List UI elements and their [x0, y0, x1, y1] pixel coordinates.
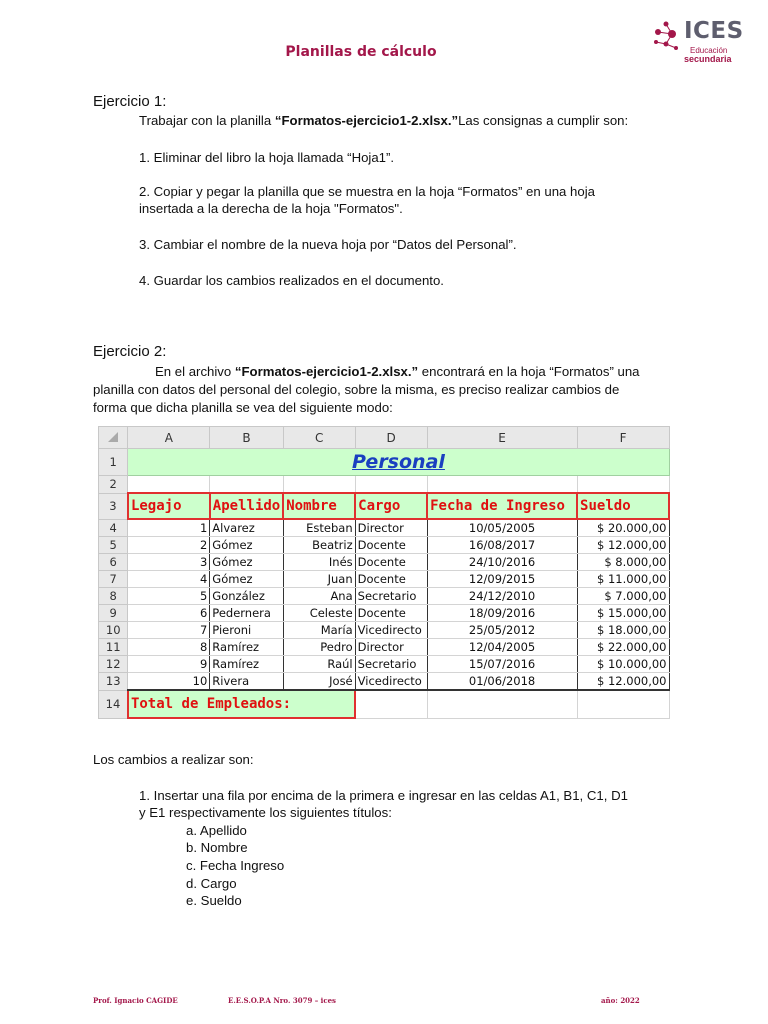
cell[interactable]: Raúl: [283, 656, 355, 673]
row-header[interactable]: 3: [99, 493, 128, 519]
row-header[interactable]: 8: [99, 588, 128, 605]
cell[interactable]: Alvarez: [210, 519, 283, 537]
cell[interactable]: 16/08/2017: [427, 537, 577, 554]
data-rows: [99, 519, 670, 690]
cell[interactable]: Pieroni: [210, 622, 283, 639]
cell[interactable]: $ 12.000,00: [577, 673, 669, 691]
cell[interactable]: 8: [128, 639, 210, 656]
cell[interactable]: González: [210, 588, 283, 605]
cell[interactable]: [427, 476, 577, 494]
table-row: [99, 656, 670, 673]
logo-subtitle-1: Educación: [690, 46, 728, 55]
table-row: [99, 673, 670, 691]
cell[interactable]: Ana: [283, 588, 355, 605]
column-header[interactable]: C: [283, 427, 355, 449]
cell[interactable]: Rivera: [210, 673, 283, 691]
row-header[interactable]: 5: [99, 537, 128, 554]
cell[interactable]: Docente: [355, 537, 427, 554]
cell[interactable]: Director: [355, 519, 427, 537]
logo-subtitle-2: secundaria: [684, 54, 732, 64]
exercise-2-title: Ejercicio 2:: [93, 343, 167, 360]
cell[interactable]: Secretario: [355, 588, 427, 605]
cell[interactable]: [355, 476, 427, 494]
row-header[interactable]: 12: [99, 656, 128, 673]
cell[interactable]: 4: [128, 571, 210, 588]
cell[interactable]: 12/04/2005: [427, 639, 577, 656]
exercise-2-paragraph: forma que dicha planilla se vea del siguiente modo:: [93, 400, 393, 415]
spreadsheet-table: [98, 426, 670, 719]
sheet-title-cell[interactable]: Personal: [128, 449, 669, 476]
header-cell[interactable]: Legajo: [128, 493, 210, 519]
row-header[interactable]: 9: [99, 605, 128, 622]
table-row: [99, 571, 670, 588]
cell[interactable]: Gómez: [210, 571, 283, 588]
cell[interactable]: Pedro: [283, 639, 355, 656]
header-cell[interactable]: Nombre: [283, 493, 355, 519]
cell[interactable]: Docente: [355, 605, 427, 622]
row-header[interactable]: 6: [99, 554, 128, 571]
cell[interactable]: Docente: [355, 554, 427, 571]
cell[interactable]: 18/09/2016: [427, 605, 577, 622]
row-header[interactable]: 13: [99, 673, 128, 691]
cell[interactable]: Ramírez: [210, 656, 283, 673]
spreadsheet-screenshot: [98, 426, 670, 724]
column-header[interactable]: D: [355, 427, 427, 449]
cell[interactable]: Ramírez: [210, 639, 283, 656]
cell[interactable]: [210, 476, 283, 494]
cell[interactable]: 24/12/2010: [427, 588, 577, 605]
cell[interactable]: $ 8.000,00: [577, 554, 669, 571]
footer-school: E.E.S.O.P.A Nro. 3079 – ices: [228, 996, 337, 1005]
exercise-1-item: 3. Cambiar el nombre de la nueva hoja por “Datos del Personal”.: [139, 237, 517, 252]
cell[interactable]: $ 11.000,00: [577, 571, 669, 588]
cell[interactable]: 12/09/2015: [427, 571, 577, 588]
cell[interactable]: 15/07/2016: [427, 656, 577, 673]
cell[interactable]: Vicedirecto: [355, 673, 427, 691]
cell[interactable]: Director: [355, 639, 427, 656]
column-header[interactable]: F: [577, 427, 669, 449]
row-header[interactable]: 1: [99, 449, 128, 476]
cell[interactable]: Inés: [283, 554, 355, 571]
header-cell[interactable]: Fecha de Ingreso: [427, 493, 577, 519]
cell[interactable]: $ 7.000,00: [577, 588, 669, 605]
exercise-1-item: insertada a la derecha de la hoja "Formatos".: [139, 201, 403, 216]
exercise-2-paragraph: En el archivo “Formatos-ejercicio1-2.xlsx.” encontrará en la hoja “Formatos” una: [155, 364, 640, 379]
cell[interactable]: Celeste: [283, 605, 355, 622]
cell[interactable]: 1: [128, 519, 210, 537]
cell[interactable]: Juan: [283, 571, 355, 588]
exercise-1-title: Ejercicio 1:: [93, 93, 167, 110]
exercise-2-paragraph: planilla con datos del personal del colegio, sobre la misma, es preciso realizar cambios de: [93, 382, 620, 397]
table-row: [99, 554, 670, 571]
cell[interactable]: [283, 476, 355, 494]
cell[interactable]: $ 18.000,00: [577, 622, 669, 639]
changes-item: y E1 respectivamente los siguientes títulos:: [139, 805, 392, 820]
row-header[interactable]: 14: [99, 690, 128, 718]
row-header[interactable]: 4: [99, 519, 128, 537]
header-cell[interactable]: Apellido: [210, 493, 283, 519]
table-row: [99, 639, 670, 656]
row-header[interactable]: 11: [99, 639, 128, 656]
ices-logo: [650, 18, 760, 62]
cell[interactable]: Gómez: [210, 554, 283, 571]
cell[interactable]: 25/05/2012: [427, 622, 577, 639]
cell[interactable]: [577, 690, 669, 718]
cell[interactable]: Docente: [355, 571, 427, 588]
cell[interactable]: María: [283, 622, 355, 639]
logo-text: ICES: [684, 18, 744, 44]
cell[interactable]: 10/05/2005: [427, 519, 577, 537]
select-all-corner[interactable]: [99, 427, 128, 449]
page-title: Planillas de cálculo: [285, 44, 437, 60]
cell[interactable]: Esteban: [283, 519, 355, 537]
changes-subitem: d. Cargo: [186, 876, 237, 891]
cell[interactable]: 9: [128, 656, 210, 673]
row-header[interactable]: 10: [99, 622, 128, 639]
table-row: [99, 519, 670, 537]
changes-subitem: c. Fecha Ingreso: [186, 858, 285, 873]
exercise-1-item: 2. Copiar y pegar la planilla que se muestra en la hoja “Formatos” en una hoja: [139, 184, 595, 199]
changes-intro: Los cambios a realizar son:: [93, 752, 254, 767]
cell[interactable]: 2: [128, 537, 210, 554]
column-header-row: [99, 427, 670, 449]
cell[interactable]: $ 15.000,00: [577, 605, 669, 622]
cell[interactable]: $ 12.000,00: [577, 537, 669, 554]
cell[interactable]: [577, 476, 669, 494]
footer-year: año: 2022: [601, 996, 640, 1005]
exercise-1-item: 1. Eliminar del libro la hoja llamada “Hoja1”.: [139, 150, 395, 165]
cell[interactable]: [427, 690, 577, 718]
changes-subitem: a. Apellido: [186, 823, 247, 838]
corner-triangle-icon: [108, 432, 118, 442]
changes-subitem: b. Nombre: [186, 840, 248, 855]
exercise-1-item: 4. Guardar los cambios realizados en el documento.: [139, 273, 444, 288]
table-row: [99, 605, 670, 622]
cell[interactable]: Vicedirecto: [355, 622, 427, 639]
column-header[interactable]: E: [427, 427, 577, 449]
cell[interactable]: $ 20.000,00: [577, 519, 669, 537]
header-cell[interactable]: Sueldo: [577, 493, 669, 519]
cell[interactable]: [128, 476, 210, 494]
table-row: [99, 588, 670, 605]
exercise-1-intro: Trabajar con la planilla “Formatos-ejercicio1-2.xlsx.”Las consignas a cumplir son:: [139, 113, 629, 128]
cell[interactable]: Secretario: [355, 656, 427, 673]
footer-author: Prof. Ignacio CAGIDE: [93, 996, 178, 1005]
table-row: [99, 537, 670, 554]
cell[interactable]: 5: [128, 588, 210, 605]
changes-subitem: e. Sueldo: [186, 893, 242, 908]
cell[interactable]: [355, 690, 427, 718]
row-header[interactable]: 7: [99, 571, 128, 588]
logo-dots-icon: [650, 20, 686, 56]
cell[interactable]: 7: [128, 622, 210, 639]
row-header[interactable]: 2: [99, 476, 128, 494]
total-label-cell[interactable]: Total de Empleados:: [128, 690, 355, 718]
cell[interactable]: 3: [128, 554, 210, 571]
column-header[interactable]: A: [128, 427, 210, 449]
cell[interactable]: 24/10/2016: [427, 554, 577, 571]
cell[interactable]: Beatriz: [283, 537, 355, 554]
table-row: [99, 622, 670, 639]
changes-item: 1. Insertar una fila por encima de la primera e ingresar en las celdas A1, B1, C1, D1: [139, 788, 628, 803]
cell[interactable]: 6: [128, 605, 210, 622]
cell[interactable]: $ 22.000,00: [577, 639, 669, 656]
header-cell[interactable]: Cargo: [355, 493, 427, 519]
cell[interactable]: José: [283, 673, 355, 691]
column-header[interactable]: B: [210, 427, 283, 449]
cell[interactable]: $ 10.000,00: [577, 656, 669, 673]
cell[interactable]: 01/06/2018: [427, 673, 577, 691]
cell[interactable]: Pedernera: [210, 605, 283, 622]
cell[interactable]: Gómez: [210, 537, 283, 554]
cell[interactable]: 10: [128, 673, 210, 691]
